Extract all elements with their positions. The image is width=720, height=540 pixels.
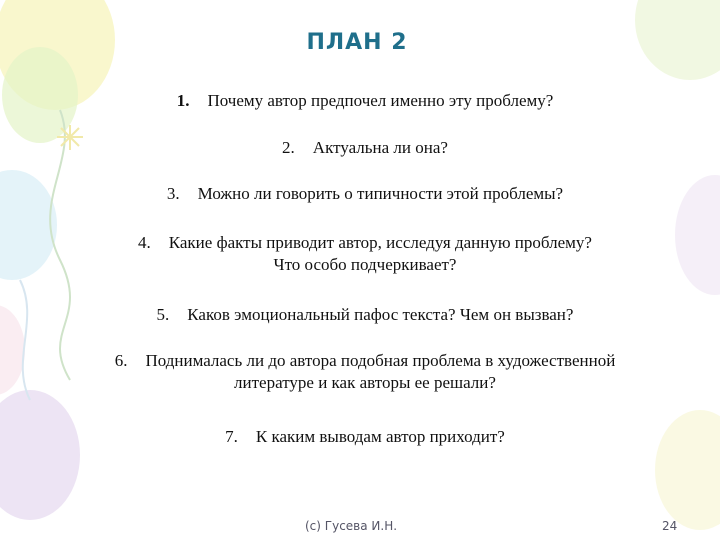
list-item [40, 137, 690, 159]
slide-title: ПЛАН 2 [306, 30, 408, 55]
list-item [40, 426, 690, 448]
item-text: Почему автор предпочел именно эту проблему? [207, 91, 554, 110]
list-item [40, 232, 690, 276]
item-number: 1. [176, 91, 190, 110]
item-text: Актуальна ли она? [312, 138, 448, 157]
item-text: Каков эмоциональный пафос текста? Чем он вызван? [187, 305, 574, 324]
item-number: 7. [225, 427, 238, 446]
item-text: Какие факты приводит автор, исследуя данную проблему? [168, 233, 592, 252]
item-text: Поднималась ли до автора подобная проблема в художественной [145, 351, 616, 370]
list-item [40, 90, 690, 112]
list-item [40, 304, 690, 326]
item-number: 6. [114, 351, 128, 370]
balloon-lilac [0, 390, 80, 520]
balloon-pink [0, 305, 25, 395]
item-text: Можно ли говорить о типичности этой проблемы? [197, 184, 564, 203]
item-text-continued: Что особо подчеркивает? [273, 255, 457, 274]
item-number: 2. [282, 138, 295, 157]
item-text: К каким выводам автор приходит? [255, 427, 505, 446]
item-number: 3. [166, 184, 180, 203]
list-item [40, 183, 690, 205]
page-number: 24 [662, 519, 678, 533]
item-text-continued: литературе и как авторы ее решали? [234, 373, 496, 392]
footer-author: (c) Гусева И.Н. [305, 519, 398, 533]
item-number: 5. [156, 305, 170, 324]
list-item [40, 350, 690, 394]
item-number: 4. [138, 233, 151, 252]
